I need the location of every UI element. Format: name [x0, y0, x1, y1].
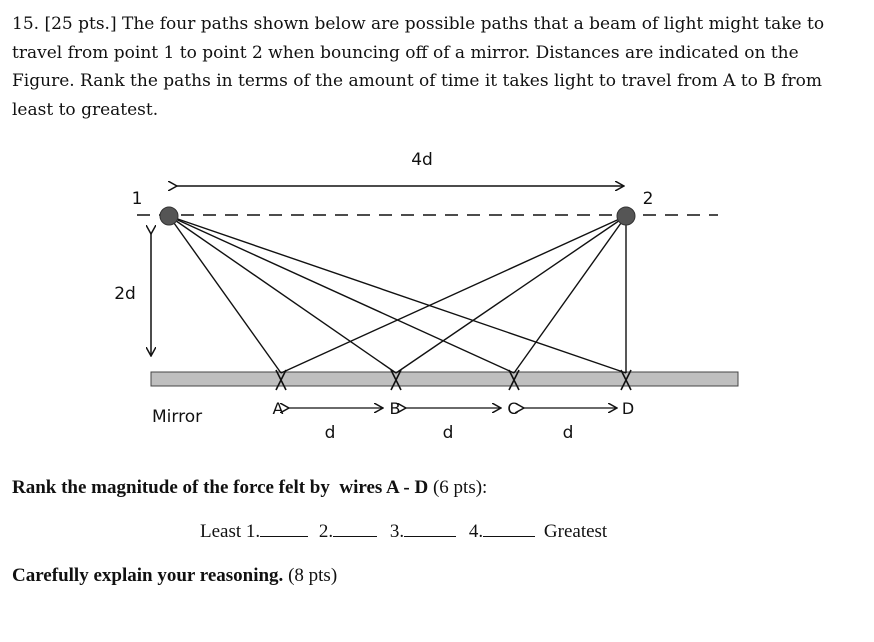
force-question-text: Rank the magnitude of the force felt by wires A - D [12, 477, 429, 498]
rank-greatest-label: Greatest [543, 521, 608, 542]
rank-blank-2[interactable] [333, 520, 377, 537]
rank-3-label: 3. [389, 521, 405, 542]
point-B-label: B [389, 399, 401, 418]
explain-text: Carefully explain your reasoning. [12, 565, 284, 586]
path-C-to-2 [514, 216, 626, 373]
mirror-bar [151, 372, 738, 386]
light-paths [169, 216, 626, 373]
path-1-to-A [169, 216, 281, 373]
explain-points: (8 pts) [288, 565, 338, 586]
spacing-label-CD: d [562, 423, 574, 443]
height-label: 2d [114, 284, 136, 304]
point-C-label: C [507, 399, 519, 418]
path-A-to-2 [281, 216, 626, 373]
width-label: 4d [411, 150, 433, 170]
rank-blank-1[interactable] [260, 520, 308, 537]
path-1-to-D [169, 216, 626, 373]
rank-blank-4[interactable] [483, 520, 535, 537]
point-2-label: 2 [642, 189, 654, 209]
path-B-to-2 [396, 216, 626, 373]
rank-2-label: 2. [318, 521, 334, 542]
force-question-points: (6 pts): [432, 477, 488, 498]
point-1-dot [160, 207, 178, 225]
spacing-label-AB: d [324, 423, 336, 443]
rank-blank-3[interactable] [404, 520, 456, 537]
spacing-label-BC: d [442, 423, 454, 443]
ranking-row [200, 520, 607, 543]
point-2-dot [617, 207, 635, 225]
problem-statement: 15. [25 pts.] The four paths shown below are possible paths that a beam of light might take to travel from point 1 to point 2 when bouncing off of a mirror. Distances are indicated on the Figure. Rank the paths in terms of the amount of time it takes light to travel from A to B from least to greatest. [12, 14, 825, 120]
rank-4-label: 4. [468, 521, 484, 542]
force-question [12, 477, 487, 499]
explain-prompt [12, 565, 337, 587]
point-D-label: D [621, 399, 635, 418]
path-1-to-B [169, 216, 396, 373]
point-A-label: A [272, 399, 284, 418]
path-1-to-C [169, 216, 514, 373]
point-1-label: 1 [131, 189, 143, 209]
rank-least-label: Least 1. [200, 521, 261, 542]
mirror-label: Mirror [152, 407, 203, 427]
